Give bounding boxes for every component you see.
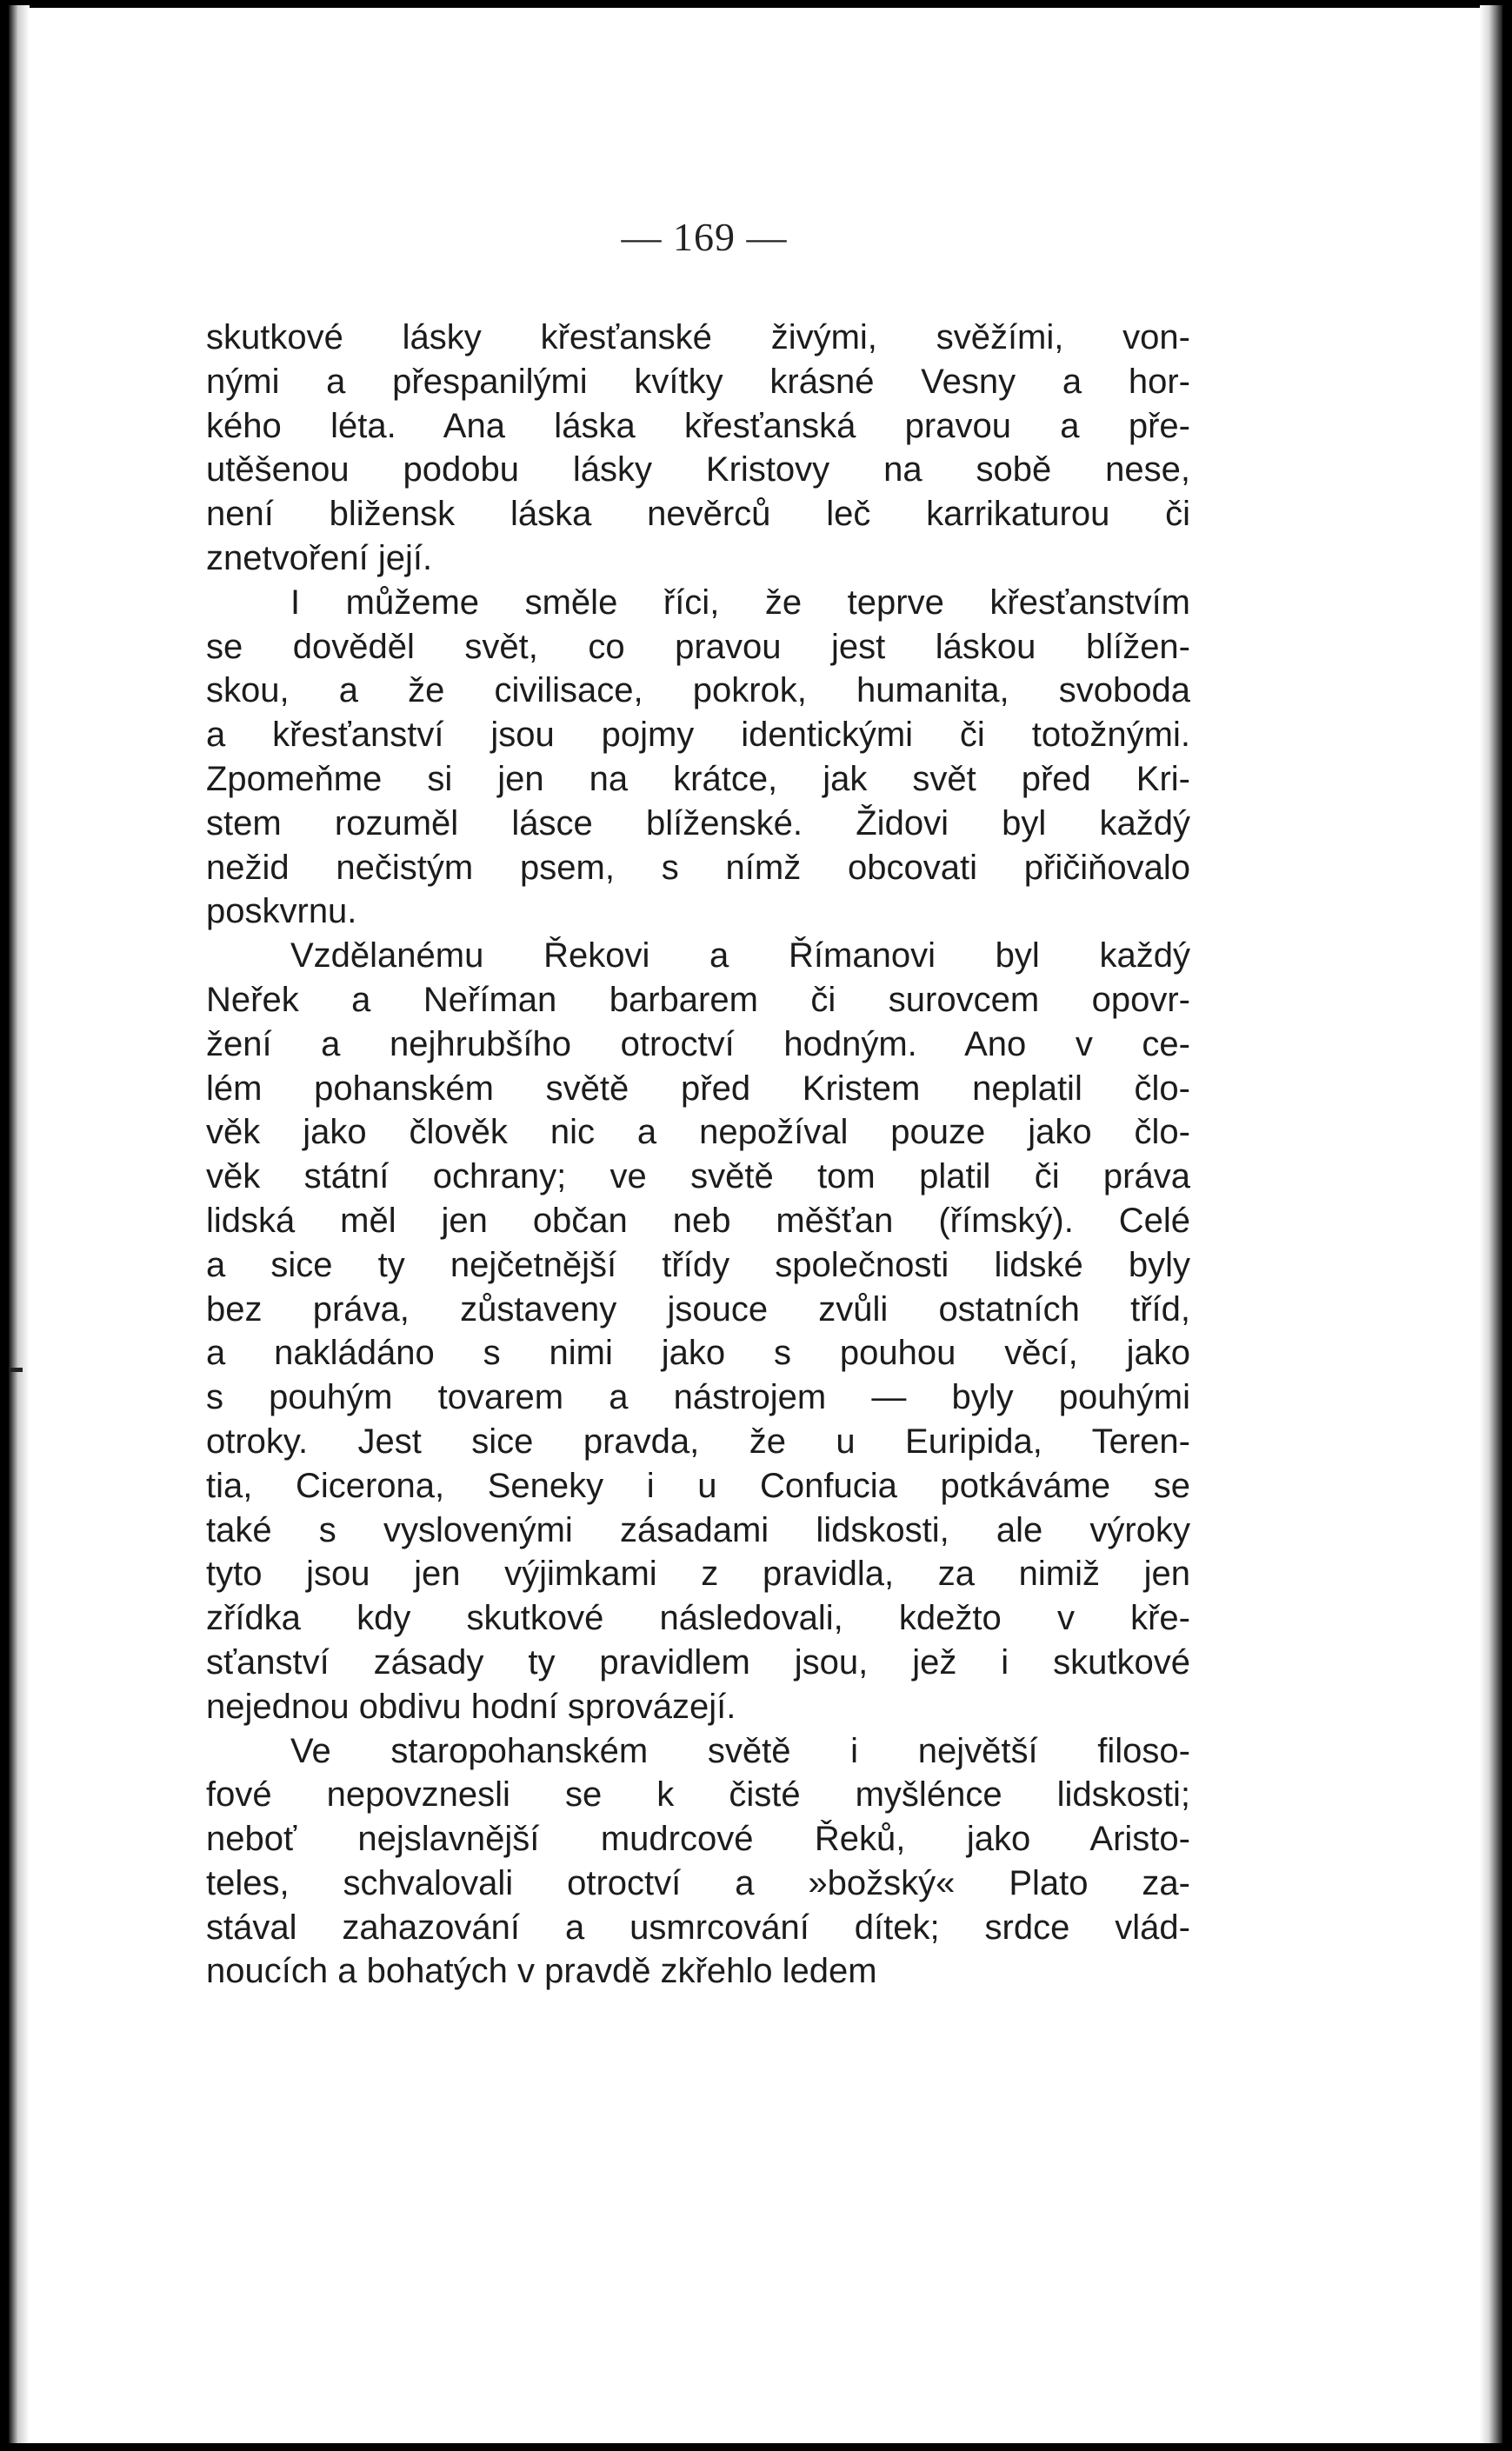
text-line: se dověděl svět, co pravou jest láskou blížen- bbox=[206, 627, 1190, 666]
text-line: neboť nejslavnější mudrcové Řeků, jako Aristo- bbox=[206, 1820, 1190, 1859]
text-line: kého léta. Ana láska křesťanská pravou a pře- bbox=[206, 406, 1190, 445]
text-line: věk státní ochrany; ve světě tom platil či práva bbox=[206, 1157, 1190, 1196]
text-line: žení a nejhrubšího otroctví hodným. Ano v ce- bbox=[206, 1024, 1190, 1063]
text-line: nejednou obdivu hodní sprovázejí. bbox=[206, 1687, 736, 1726]
text-line: také s vyslovenými zásadami lidskosti, ale výroky bbox=[206, 1510, 1190, 1549]
page-left-shadow bbox=[9, 5, 30, 2443]
text-line: otroky. Jest sice pravda, že u Euripida, Teren- bbox=[206, 1422, 1190, 1461]
paragraph bbox=[206, 316, 1190, 581]
text-line: a nakládáno s nimi jako s pouhou věcí, jako bbox=[206, 1334, 1190, 1373]
text-line: s pouhým tovarem a nástrojem — byly pouhými bbox=[206, 1378, 1190, 1417]
book-page bbox=[9, 5, 1502, 2443]
page-right-shadow bbox=[1480, 5, 1502, 2443]
page-top-edge bbox=[9, 5, 1502, 23]
text-line: teles, schvalovali otroctví a »božský« Plato za- bbox=[206, 1863, 1190, 1902]
text-line: nými a přespanilými kvítky krásné Vesny a hor- bbox=[206, 362, 1190, 401]
text-line: zřídka kdy skutkové následovali, kdežto v kře- bbox=[206, 1599, 1190, 1638]
text-line: tyto jsou jen výjimkami z pravidla, za nimiž jen bbox=[206, 1555, 1190, 1594]
text-line: noucích a bohatých v pravdě zkřehlo ledem bbox=[206, 1952, 877, 1991]
paragraph bbox=[206, 581, 1190, 934]
text-line: lém pohanském světě před Kristem neplatil člo- bbox=[206, 1069, 1190, 1108]
text-line: tia, Cicerona, Seneky i u Confucia potkáváme se bbox=[206, 1466, 1190, 1505]
text-line: nežid nečistým psem, s nímž obcovati přičiňovalo bbox=[206, 848, 1190, 887]
text-line: lidská měl jen občan neb měšťan (římský). Celé bbox=[206, 1201, 1190, 1240]
text-line: Ve staropohanském světě i největší filoso- bbox=[290, 1731, 1190, 1770]
margin-mark bbox=[9, 1368, 23, 1372]
paragraph bbox=[206, 1729, 1190, 1995]
text-line: I můžeme směle říci, že teprve křesťanstvím bbox=[290, 583, 1190, 622]
text-line: stával zahazování a usmrcování dítek; srdce vlád- bbox=[206, 1908, 1190, 1947]
text-line: Zpomeňme si jen na krátce, jak svět před Kri- bbox=[206, 759, 1190, 798]
text-line: bez práva, zůstaveny jsouce zvůli ostatních tříd, bbox=[206, 1289, 1190, 1329]
text-line: skou, a že civilisace, pokrok, humanita, svoboda bbox=[206, 671, 1190, 710]
paragraph bbox=[206, 934, 1190, 1728]
text-line: není bližensk láska nevěrců leč karrikaturou či bbox=[206, 495, 1190, 534]
text-line: utěšenou podobu lásky Kristovy na sobě nese, bbox=[206, 450, 1190, 490]
body-text bbox=[206, 316, 1190, 1994]
text-line: Neřek a Neříman barbarem či surovcem opovr- bbox=[206, 980, 1190, 1019]
text-line: fové nepovznesli se k čisté myšlénce lidskosti; bbox=[206, 1775, 1190, 1815]
text-line: věk jako člověk nic a nepožíval pouze jako člo- bbox=[206, 1113, 1190, 1152]
text-line: stem rozuměl lásce blíženské. Židovi byl každý bbox=[206, 803, 1190, 843]
text-line: Vzdělanému Řekovi a Římanovi byl každý bbox=[290, 936, 1190, 976]
text-line: sťanství zásady ty pravidlem jsou, jež i skutkové bbox=[206, 1642, 1190, 1682]
text-line: skutkové lásky křesťanské živými, svěžími, von- bbox=[206, 318, 1190, 356]
text-line: a křesťanství jsou pojmy identickými či totožnými. bbox=[206, 716, 1190, 755]
text-line: znetvoření její. bbox=[206, 538, 433, 577]
text-line: a sice ty nejčetnější třídy společnosti lidské byly bbox=[206, 1245, 1190, 1284]
page-number: — 169 — bbox=[621, 215, 788, 259]
text-line: poskvrnu. bbox=[206, 892, 357, 931]
